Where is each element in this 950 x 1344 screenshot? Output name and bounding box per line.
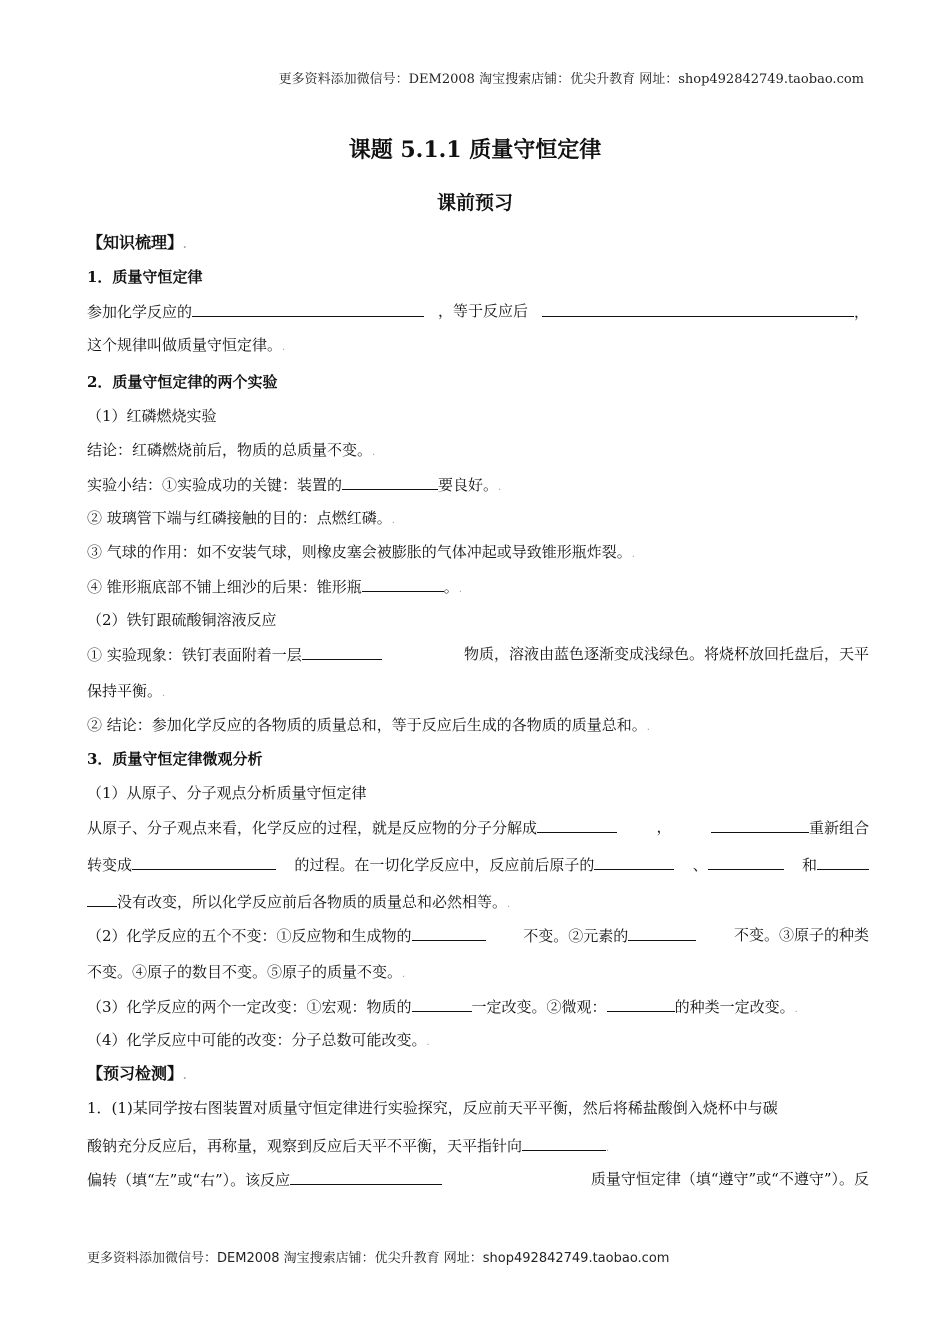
fill-blank[interactable] bbox=[192, 300, 424, 317]
page-header: 更多资料添加微信号：DEM2008 淘宝搜索店铺：优尖升教育 网址：shop492842749.taobao.com bbox=[278, 72, 864, 87]
text-line: 实验小结：①实验成功的关键：装置的 要良好。. bbox=[87, 467, 869, 501]
section-heading-preview: 【预习检测】. bbox=[87, 1064, 187, 1083]
document-body bbox=[87, 226, 869, 1196]
fill-blank[interactable] bbox=[594, 853, 674, 870]
text-line: ② 结论：参加化学反应的各物质的质量总和，等于反应后生成的各物质的质量总和。. bbox=[87, 716, 650, 734]
fill-blank[interactable] bbox=[711, 816, 809, 833]
fill-blank[interactable] bbox=[817, 853, 869, 870]
text-line: 不变。④原子的数目不变。⑤原子的质量不变。. bbox=[87, 963, 406, 981]
text-line: （3）化学反应的两个一定改变：①宏观：物质的 一定改变。②微观： 的种类一定改变。. bbox=[87, 989, 869, 1023]
text-line: 结论：红磷燃烧前后，物质的总质量不变。. bbox=[87, 441, 376, 459]
fill-blank[interactable] bbox=[290, 1168, 442, 1185]
fill-blank[interactable] bbox=[708, 853, 784, 870]
text-line: ① 实验现象：铁钉表面附着一层 物质，溶液由蓝色逐渐变成浅绿色。将烧杯放回托盘后，天平 bbox=[87, 645, 869, 664]
fill-blank[interactable] bbox=[302, 643, 382, 660]
question-line: 1．(1)某同学按右图装置对质量守恒定律进行实验探究，反应前天平平衡，然后将稀盐酸倒入烧杯中与碳 bbox=[87, 1099, 778, 1117]
question-line: 偏转（填“左”或“右”）。该反应 质量守恒定律（填“遵守”或“不遵守”）。反 bbox=[87, 1170, 869, 1189]
fill-blank[interactable] bbox=[132, 853, 276, 870]
text-line: ④ 锥形瓶底部不铺上细沙的后果：锥形瓶 。. bbox=[87, 569, 869, 603]
fill-blank[interactable] bbox=[542, 300, 854, 317]
fill-blank[interactable] bbox=[412, 924, 486, 941]
text-line: （4）化学反应中可能的改变：分子总数可能改变。. bbox=[87, 1031, 430, 1049]
fill-blank[interactable] bbox=[412, 995, 472, 1012]
page-subtitle: 课前预习 bbox=[436, 192, 513, 214]
text-line: 这个规律叫做质量守恒定律。. bbox=[87, 336, 286, 354]
fill-blank[interactable] bbox=[522, 1134, 606, 1151]
heading-3: 3．质量守恒定律微观分析 bbox=[87, 750, 263, 768]
fill-blank[interactable] bbox=[362, 575, 444, 592]
text-line: 从原子、分子观点来看，化学反应的过程，就是反应物的分子分解成 ， 重新组合 bbox=[87, 818, 869, 837]
text-line: 保持平衡。. bbox=[87, 682, 166, 700]
text-line: ② 玻璃管下端与红磷接触的目的：点燃红磷。. bbox=[87, 509, 395, 527]
fill-blank[interactable] bbox=[607, 995, 675, 1012]
sub-heading: （1）红磷燃烧实验 bbox=[87, 407, 217, 425]
fill-blank[interactable] bbox=[537, 816, 617, 833]
text-line: 转变成 的过程。在一切化学反应中，反应前后原子的 、 和 bbox=[87, 847, 869, 884]
heading-1: 1．质量守恒定律 bbox=[87, 268, 203, 286]
sub-heading: （1）从原子、分子观点分析质量守恒定律 bbox=[87, 784, 367, 802]
section-heading-knowledge: 【知识梳理】. bbox=[87, 233, 187, 252]
fill-blank[interactable] bbox=[342, 473, 438, 490]
text-line: 参加化学反应的 ，等于反应后 ， bbox=[87, 302, 869, 321]
page-footer: 更多资料添加微信号：DEM2008 淘宝搜索店铺：优尖升教育 网址：shop492842749.taobao.com bbox=[87, 1251, 670, 1266]
question-line: 酸钠充分反应后，再称量，观察到反应后天平不平衡，天平指针向 . bbox=[87, 1128, 869, 1162]
text-line: ③ 气球的作用：如不安装气球，则橡皮塞会被膨胀的气体冲起或导致锥形瓶炸裂。. bbox=[87, 543, 635, 561]
heading-2: 2．质量守恒定律的两个实验 bbox=[87, 373, 278, 391]
text-line: （2）化学反应的五个不变：①反应物和生成物的 不变。②元素的 不变。③原子的种类 bbox=[87, 926, 869, 945]
page-title: 课题 5.1.1 质量守恒定律 bbox=[348, 137, 602, 163]
fill-blank[interactable] bbox=[628, 924, 696, 941]
text-line: 没有改变，所以化学反应前后各物质的质量总和必然相等。. bbox=[87, 884, 869, 918]
fill-blank[interactable] bbox=[87, 890, 117, 907]
sub-heading: （2）铁钉跟硫酸铜溶液反应 bbox=[87, 611, 277, 629]
